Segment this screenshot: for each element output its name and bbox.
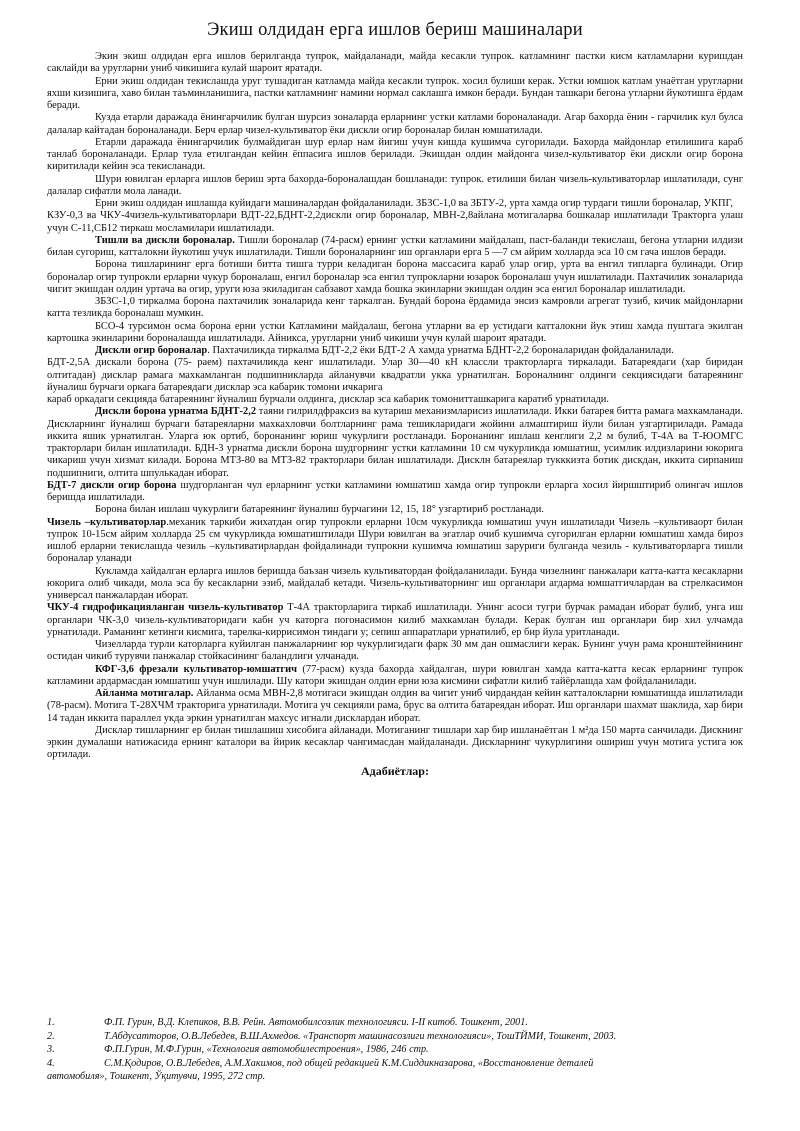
body-paragraph — [47, 357, 743, 394]
body-paragraph — [47, 602, 743, 639]
body-paragraph — [47, 406, 743, 480]
reference-number: 4. — [47, 1057, 55, 1069]
body-paragraph — [47, 112, 743, 137]
paragraph-bold-term: БДТ-7 дискли огир борона — [47, 479, 177, 491]
paragraph-text: (77-расм) кузда бахорда хайдалган, шури ювилган хамда катта-катта кесак ерларнинг тупрок катламини ардармасдан юмшатиш учун ишлилади. Шу катори экишдан олдин ерни юза кисмини сифатли килиб тайёрлашда хам фойдаланилади. — [47, 663, 743, 687]
paragraph-text: Етарли даражада ёнингарчилик булмайдиган шур ерлар нам йигиш учун кишда кушимча сугорилади. Бахорда майдонлар етилишига караб танлаб бороналанади. Ерлар тула етилгандан кейин ёппасига ишлов берилади. Экишдан олдин майдонга чизел-культиватор ёки дискли огир борона киритилади кейин эса текисланади. — [47, 136, 743, 173]
reference-text-continuation: автомобиля», Тошкент, Ўқитувчи, 1995, 272 стр. — [47, 1071, 266, 1083]
paragraph-text: Кузда етарли даражада ёнингарчилик булган шурсиз зоналарда ерларнинг устки катлами бороналанади. Агар бахорда ёнин - гарчилик кул булса далалар кайтадан бороналанади. Берч ерлар чизел-культиватор ёки дискли огир бороналар билан юмшатилади. — [47, 112, 743, 136]
paragraph-text: Ерни экиш олдидан ишлашда куйидаги машиналардан фойдаланилади. ЗБЗС-1,0 ва ЗБТУ-2, урта хамда огир турдаги тишли бороналар, УКПГ, — [95, 198, 733, 209]
body-paragraph — [47, 688, 743, 725]
paragraph-text: Тишли бороналар (74-расм) ернинг устки катламини майдалаш, паст-баланди текислаш, бегона утларни илдизи билан сугориш, катталокни йукотиш учук ишлатилади. Тишли бороналарнинг иш органлари ерга 5 —7 см айрим холларда эса 10 см гача ишлов беради. — [47, 234, 744, 258]
paragraph-text: Борона билан ишлаш чукурлиги батареянинг йуналиш бурчагини 12, 15, 18° узгартириб ростланади. — [95, 504, 544, 516]
reference-number: 1. — [47, 1017, 55, 1028]
body-paragraph — [47, 210, 743, 235]
paragraph-bold-term: ЧКУ-4 гидрофикацияланган чизель-культиватор — [47, 602, 284, 614]
reference-number: 3. — [47, 1044, 55, 1056]
paragraph-text: Чизелларда турли каторларга куйилган панжаларнинг юр чукурлигидаги фарк 30 мм дан ошмаслиги керак. Бунинг учун рама кронштейнининг остидан чикиб турувчи панжалар стойкасининг баландлиги улчанади. — [47, 639, 743, 663]
body-paragraph — [47, 517, 743, 566]
reference-text: Т.Абдусатторов, О.В.Лебедев, В.Ш.Ахмедов. «Транспорт машинасозлиги технологияси», ТошТЙМИ, Тошкент, 2003. — [104, 1030, 617, 1042]
body-paragraph — [47, 664, 743, 689]
paragraph-text: Дисклар тишларнинг ер билан тишлашиш хисобига айланади. Мотиганинг тишлари хар бир ишланаётган 1 м²да 150 марта санчилади. Дискнинг эркин думалаши натижасида ернинг каталори ва йирик кесаклар чангимасдан майдаланади. Дискларнинг чукурлигини ошириш учун мотига устига юк ортилади. — [47, 724, 743, 761]
paragraph-text: Шури ювилган ерларга ишлов бериш эрта бахорда-бороналашдан бошланади: тупрок. етилиши билан чизель-культиваторлар ишлатилади, сунг далалар сифатли мола ланади. — [47, 173, 743, 197]
body-paragraph — [47, 198, 743, 210]
paragraph-text: Ерни экиш олдидан текислашда уруг тушадиган катламда майда кесакли тупрок. хосил булиши керак. Устки юмшок катлам унаётган уругларни яхши кизишига, хаво билан таъминланишига, пастки катламнинг намини нормал саклашга имкон беради. Бундан ташкари бегона утларни йукотишга ёрдам беради. — [47, 75, 743, 111]
paragraph-text: ЗБЗС-1,0 тиркалма борона пахтачилик зоналарида кенг таркалган. Бундай борона ёрдамида энсиз камровли агрегат тузиб, кичик майдонларни катта тезликда бороналаш мумкин. — [47, 296, 743, 320]
paragraph-text: КЗУ-0,3 ва ЧКУ-4чизель-культиваторлари ВДТ-22,БДНТ-2,2дискли огир бороналар, МВН-2,8айлана мотигаларва бошкалар ишлатилади Тракторга улаш учун С-11,СБ12 тиркаш мосламилари ишлатилади. — [47, 210, 743, 234]
paragraph-text: Кукламда хайдалган ерларга ишлов беришда баъзан чизель культиватордан фойдаланилади. Бунда чизелнинг панжалари катта-катта кесакларни юкорига олиб чикади, мола эса бу кесакларни эзиб, майдалаб кетади. Чизель-культиваторнинг иш органлари агдарма юмшатгичлардан ва стрелкасимон универсал панжалардан иборат. — [47, 565, 743, 601]
document-title: Экиш олдидан ерга ишлов бериш машиналари — [207, 20, 583, 40]
paragraph-bold-term: Дискли борона урнатма БДНТ-2,2 — [95, 406, 257, 418]
body-paragraph — [47, 296, 743, 321]
paragraph-text: караб оркадаги секцияда батареянинг йуналиш бурчали олдинга, дисклар эса кабарик томонитташкарига каратиб урнатилади. — [47, 394, 609, 405]
body-paragraph — [47, 321, 743, 346]
document-page — [47, 14, 743, 779]
body-paragraph — [47, 137, 743, 174]
reference-text: Ф.П. Гурин, В.Д. Клепиков, В.В. Рейн. Автомобилсозлик технологияси. I-II китоб. Тошкент, 2001. — [104, 1017, 528, 1028]
paragraph-bold-term: КФГ-3,6 фрезали культиватор-юмшатгич — [95, 663, 298, 675]
body-paragraph — [47, 394, 743, 406]
body-paragraph — [47, 259, 743, 296]
paragraph-bold-term: Айланма мотигалар. — [95, 688, 194, 699]
paragraph-text: шудгорланган чул ерларнинг устки катламини юмшатиш хамда огир тупрокли ерларга хосил йиршштириб олингач ишлов беришда ишлатилади. — [47, 479, 743, 503]
paragraph-text: Экин экиш олдидан ерга ишлов берилганда тупрок, майдаланади, майда кесакли тупрок. катламнинг пастки кисм катламларни куришдан саклайди ва уругларни униб чикишига кулай шароит яратади. — [47, 51, 743, 75]
paragraph-text: БСО-4 турсимон осма борона ерни устки Катламини майдалаш, бегона утларни ва ер устидаги катталокни йук этиш хамда пуштага экилган картошка экинларини бороналашда ишлатилади. Айникса, уругларни униб чикиши учун кулай шароит яратади. — [47, 320, 743, 344]
body-paragraph — [47, 235, 743, 260]
reference-item — [47, 1043, 747, 1057]
reference-item — [47, 1057, 747, 1071]
body-paragraph — [47, 480, 743, 505]
reference-item — [47, 1016, 747, 1030]
body-paragraph — [47, 725, 743, 762]
paragraph-text: .механик таркиби жихатдан огир тупрокли ерларни 10см чукурликда юмшатиш учун ишлатилади Чизель –культиваорт билан тупрок 10-15см айрим холларда 25 см чукурликда юмшатиштилади Шури ювилган ва эгатлар очиб кушимча сугорилган ерларни юмшатиш хамда бироз ишлоб ерларни текислашда чезиль –культиватирлардан фойдалинади тупрокни кушимча юмшатиш заруриги булганда чезиль - культиваторларга тишли бороналар уланади — [47, 516, 743, 565]
paragraph-bold-term: Чизель –культиваторлар — [47, 516, 167, 528]
paragraph-text: Борона тишларининг ерга ботиши битта тишга турри келадиган борона массасига караб улар огир, урта ва енгил типларга булинади. Огир бороналар огир тупрокли ерларни чукур бороналаш, енгил бороналар эса енгил тупрокларни юзарок бороналаш учун ишлатилади. Пахтачилик зоналарида чигит экишдан олдин уртача ва огир, уруги юза экиладиган сабзавот хамда бошка экинларни экишдан олдин эса енгил бороналар ишлатилади. — [47, 259, 743, 295]
body-paragraph — [47, 566, 743, 603]
paragraph-bold-term: Тишли ва дискли бороналар. — [95, 234, 235, 246]
body-paragraph — [47, 51, 743, 76]
reference-number: 2. — [47, 1030, 55, 1042]
paragraph-bold-term: Дискли огир бороналар — [95, 345, 208, 356]
references-heading: Адабиётлар: — [361, 763, 429, 778]
document-body — [47, 51, 743, 762]
body-paragraph — [47, 345, 743, 357]
paragraph-text: таяни гилрилдфраксиз ва кутариш механизмларисиз ишлатилади. Икки батарея битта рамага махкамланади. Дискларнинг йуналиш бурчаги батареяларни махкахловчи болтларнинг рама тешикларидаги жойини алмаштириш йули билан узгартирилади. Рамада иккита яшик урнатилган. Уларга юк ортиб, боронанинг юриш чукурлиги ростланади. Боронанинг ишлаш кенглиги 2,2 м булиб, Т-4А ва Т-ЮОМГС тракторлари билан ишлатилади. БДН-3 урнатма дискли борона шудгорнинг устки катламини 10 см чукурликда юмшатиш, усимлик илдизларини юкорига чикариш учун хизмат килади. Борона МТЗ-80 ва МТЗ-82 тракторлари билан ишлатилади. Дисклн батареялар тукккизта ботик дискдан, иккита сирпаниш подшипниги, олтита шпулькадан иборат. — [47, 406, 743, 479]
paragraph-text: Айланма осма МВН-2,8 мотигаси экишдан олдин ва чигит униб чирдандан кейин катталокларни юмшатишда ишлатилади (78-расм). Мотига Т-28ХЧМ тракторига урнатилади. Мотига уч секцияли рама, брус ва олтита батареядан иборат. Иш органлари шахмат шаклида, хар бири 14 тадан иккита параллел укда эркин урнатилган махсус игнали дисклардан иборат. — [47, 688, 743, 724]
references-list — [47, 1016, 747, 1084]
reference-text: С.М.Қодиров, О.В.Лебедев, А.М.Хакимов, под общей редакцией К.М.Сиддикназарова, «Восстановление деталей — [104, 1057, 594, 1069]
paragraph-text: БДТ-2,5А дискали борона (75- раем) пахтачиликда кенг ишлатилади. Улар 30—40 кН классли тракторларга тиркалади. Батареядаги (хар биридан олтитадан) дисклар рамага махкамланган подшипникларда айланувчи квадратли укка урнатилган. Бороналнинг олдинги секциясидаги батареянинг йуналиш бурчаги оркага батареядаги дисклар эса кабарик томони ичкарига — [47, 357, 743, 393]
paragraph-text: Т-4А тракторларига тиркаб ишлатилади. Унинг асоси тугри бурчак рамадан иборат булиб, унга иш органлари ЧК-3,0 чизель-культиваторидаги кабн уч каторга погонасимон килиб махкамлан булади. Керак булган иш органлари бир хил улчамда урнатилади. Раманинг кетинги кисмига, тарелка-киррисимон тиндаги у; сепиш аппаратлари урнатилиб, ер бир йула уритланади. — [47, 602, 743, 638]
paragraph-text: . Пахтачиликда тиркалма БДТ-2,2 ёки БДТ-2 А хамда урнатма БДНТ-2,2 бороналаридан фойдаланилади. — [207, 345, 674, 356]
body-paragraph — [47, 639, 743, 664]
body-paragraph — [47, 174, 743, 199]
reference-text: Ф.П.Гурин, М.Ф.Гурин, «Технология автомобилестроения», 1986, 246 стр. — [104, 1044, 429, 1056]
reference-item — [47, 1030, 747, 1044]
body-paragraph — [47, 504, 743, 516]
body-paragraph — [47, 76, 743, 113]
